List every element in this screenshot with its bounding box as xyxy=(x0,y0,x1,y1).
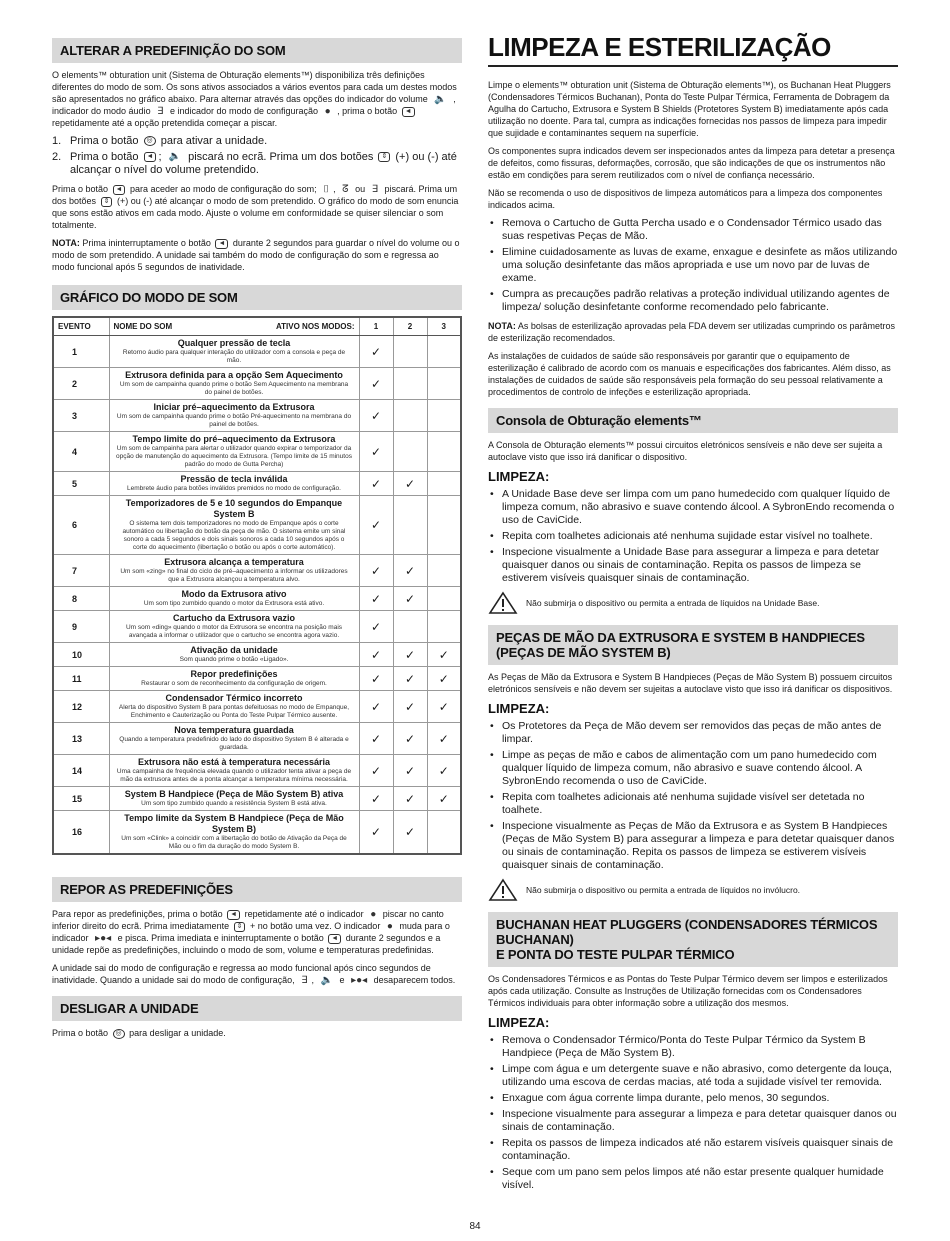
table-row xyxy=(53,787,461,811)
config-dot-icon: ● xyxy=(386,920,393,932)
event-number: 2 xyxy=(53,368,109,400)
mode-1-check: ✓ xyxy=(359,723,393,755)
mode-1-check: ✓ xyxy=(359,755,393,787)
mode-3-check xyxy=(427,811,461,855)
sound-name: Repor predefinições xyxy=(190,669,278,679)
sound-name: Cartucho da Extrusora vazio xyxy=(172,613,296,623)
event-number: 11 xyxy=(53,667,109,691)
table-row xyxy=(53,691,461,723)
mode-3-check: ✓ xyxy=(427,667,461,691)
event-number: 8 xyxy=(53,587,109,611)
mode-3-check: ✓ xyxy=(427,723,461,755)
sound-name-cell xyxy=(109,691,359,723)
col-mode-2: 2 xyxy=(393,317,427,336)
sound-description: Um som «zing» no final do ciclo de pré–aquecimento a informar os utilizadores que a Extrusora alcançou a temperatura alvo. xyxy=(120,568,348,583)
sound-name-cell xyxy=(109,555,359,587)
mode-button-icon: ◄ xyxy=(227,910,240,920)
warning-icon xyxy=(488,878,518,902)
mode-2-check: ✓ xyxy=(393,723,427,755)
table-header-row xyxy=(53,317,461,336)
sound-name: Qualquer pressão de tecla xyxy=(177,338,291,348)
mode-1-check: ✓ xyxy=(359,496,393,555)
sound-description: Retorno áudio para qualquer interação do utilizador com a consola e peça de mão. xyxy=(122,349,346,364)
table-row xyxy=(53,400,461,432)
event-number: 6 xyxy=(53,496,109,555)
col-event: EVENTO xyxy=(53,317,109,336)
col-mode-1: 1 xyxy=(359,317,393,336)
mode-1-check: ✓ xyxy=(359,691,393,723)
sound-name: Condensador Térmico incorreto xyxy=(165,693,303,703)
mode-3-check: ✓ xyxy=(427,643,461,667)
step-2: 2. Prima o botão ◄ ; 🔈 piscará no ecrã. Prima um dos botões ⇕ (+) ou (-) até alcançar o nível do volume pretendido. xyxy=(52,151,457,176)
list-item: • Limpe com água e um detergente suave e não abrasivo, como detergente da louça, utilizando uma escova de cerdas macias, até toda a sujidade visível ter removida. xyxy=(488,1063,898,1089)
event-number: 7 xyxy=(53,555,109,587)
limpeza-subheading: LIMPEZA: xyxy=(488,701,550,716)
sound-name: Iniciar pré–aquecimento da Extrusora xyxy=(153,402,315,412)
mode-3-check: ✓ xyxy=(427,787,461,811)
section-heading-repor: REPOR AS PREDEFINIÇÕES xyxy=(52,877,462,902)
list-item: • Remova o Condensador Térmico/Ponta do Teste Pulpar Térmico da System B Handpiece (Peça de Mão System B). xyxy=(488,1034,898,1060)
event-number: 16 xyxy=(53,811,109,855)
config-dot-icon: ● xyxy=(370,908,377,920)
sound-description: Um som de campainha para alertar o utilizador quando expirar o temporizador da opção de manutenção do aquecimento da Extrusora. (Tempo limite de 15 minutos padrão do modo de Gutta Percha) xyxy=(116,445,352,468)
table-body xyxy=(53,336,461,855)
up-down-button-icon: ⇕ xyxy=(101,197,113,207)
sound-description: Lembrete áudio para botões inválidos premidos no modo de configuração. xyxy=(127,485,341,492)
sound-name: Tempo limite da System B Handpiece (Peça de Mão System B) xyxy=(124,813,344,834)
sound-description: Restaurar o som de reconhecimento da configuração de origem. xyxy=(141,680,327,687)
volume-icon: 🔈 xyxy=(434,93,447,105)
sound-name-cell xyxy=(109,400,359,432)
sound-name-cell xyxy=(109,723,359,755)
mode-2-check: ✓ xyxy=(393,643,427,667)
pluggers-paragraph: Os Condensadores Térmicos e as Pontas do Teste Pulpar Térmico devem ser limpos e esterilizados após cada utilização. Consulte as Instruções de Utilização fornecidas com os Condensadores Térmicos individuais para obter informação sobre a utilização dos mesmos. xyxy=(488,974,888,1008)
cleaning-intro-4: As instalações de cuidados de saúde são responsáveis por garantir que o equipamento de esterilização é calibrado de acordo com os manuais e especificações dos fabricantes. Além disso, as instalações de cuidados de saúde são responsáveis pela formação do seu pessoal relativamente a procedimentos de controlo de infeções e esterilização apropriada. xyxy=(488,351,891,397)
cleaning-intro-3: Não se recomenda o uso de dispositivos de limpeza automáticos para a limpeza dos componentes indicados acima. xyxy=(488,188,883,210)
limpeza-subheading: LIMPEZA: xyxy=(488,1015,550,1030)
col-name: NOME DO SOM ATIVO NOS MODOS: xyxy=(109,317,359,336)
table-row xyxy=(53,723,461,755)
mode-1-check: ✓ xyxy=(359,432,393,472)
sound-name-cell xyxy=(109,643,359,667)
list-item: • Os Protetores da Peça de Mão devem ser removidos das peças de mão antes de limpar. xyxy=(488,720,898,746)
mode-2-check: ✓ xyxy=(393,472,427,496)
sound-description: Um som tipo zumbido quando a resistência System B está ativa. xyxy=(141,800,327,807)
section-heading-desligar: DESLIGAR A UNIDADE xyxy=(52,996,462,1021)
mode-1-check: ✓ xyxy=(359,472,393,496)
mode-2-check xyxy=(393,336,427,368)
mode-1-check: ✓ xyxy=(359,400,393,432)
sound-description: Som quando prime o botão «Ligado». xyxy=(179,656,289,663)
sound-mode-table xyxy=(52,316,462,855)
sound-name-cell xyxy=(109,587,359,611)
section-heading-pluggers: BUCHANAN HEAT PLUGGERS (CONDENSADORES TÉRMICOS BUCHANAN) E PONTA DO TESTE PULPAR TÉRMICO xyxy=(488,912,898,967)
mode-3-check xyxy=(427,432,461,472)
mode-2-check xyxy=(393,496,427,555)
event-number: 12 xyxy=(53,691,109,723)
mode-3-check: ✓ xyxy=(427,691,461,723)
warning-note: Não submirja o dispositivo ou permita a entrada de líquidos no invólucro. xyxy=(488,878,898,902)
mode-1-check: ✓ xyxy=(359,611,393,643)
sound-name-cell xyxy=(109,368,359,400)
event-number: 4 xyxy=(53,432,109,472)
pluggers-list xyxy=(488,1034,898,1192)
desligar-paragraph: Prima o botão ◎ para desligar a unidade. xyxy=(52,1028,226,1038)
mode-1-check: ✓ xyxy=(359,587,393,611)
sound-name-cell xyxy=(109,432,359,472)
mode-1-check: ✓ xyxy=(359,667,393,691)
sound-name-cell xyxy=(109,755,359,787)
sound-description: Um som de campainha quando prime o botão Sem Aquecimento na membrana do painel de botões. xyxy=(119,381,349,396)
mode-3-check: ✓ xyxy=(427,755,461,787)
intro-paragraph: O elements™ obturation unit (Sistema de Obturação elements™) disponibiliza três definições diferentes do modo de som. Os sons ativos associados a vários eventos para cada um destes modos são apresentados no gráfico abaixo. Para alternar através das opções do indicador do volume 🔈 , indicador do modo áudio ∃ e indicador do modo de configuração ● , prima o botão ◄ repetidamente até a opção pretendida começar a piscar. xyxy=(52,70,457,128)
sound-name: Modo da Extrusora ativo xyxy=(181,589,287,599)
mode-3-check xyxy=(427,336,461,368)
mode-1-check: ✓ xyxy=(359,643,393,667)
reset-arrows-icon: ▸●◂ xyxy=(351,974,368,986)
list-item: • Repita com toalhetes adicionais até nenhuma sujidade visível ser detetada no toalhete. xyxy=(488,791,898,817)
sound-name: Pressão de tecla inválida xyxy=(180,474,288,484)
page-number: 84 xyxy=(469,1221,481,1232)
pecas-list xyxy=(488,720,898,872)
sound-name: Extrusora definida para a opção Sem Aquecimento xyxy=(125,370,343,380)
section-heading-grafico: GRÁFICO DO MODO DE SOM xyxy=(52,285,462,310)
mode-1-check: ✓ xyxy=(359,811,393,855)
table-row xyxy=(53,587,461,611)
event-number: 9 xyxy=(53,611,109,643)
list-item: • Inspecione visualmente para assegurar a limpeza e para detetar quaisquer danos ou sinais de contaminação. xyxy=(488,1108,898,1134)
audio-mode-icon: ∃ xyxy=(157,105,164,117)
table-row xyxy=(53,496,461,555)
mode-1-check: ✓ xyxy=(359,555,393,587)
sound-name-cell xyxy=(109,496,359,555)
warning-note: Não submirja o dispositivo ou permita a entrada de líquidos na Unidade Base. xyxy=(488,591,898,615)
list-item: • Enxague com água corrente limpa durante, pelo menos, 30 segundos. xyxy=(488,1092,898,1105)
mode-button-icon: ◄ xyxy=(402,107,415,117)
consola-paragraph: A Consola de Obturação elements™ possui circuitos eletrónicos sensíveis e não deve ser sujeita a autoclave visto que isso irá danificar o dispositivo. xyxy=(488,440,883,462)
col-mode-3: 3 xyxy=(427,317,461,336)
sound-name: Temporizadores de 5 e 10 segundos do Empanque System B xyxy=(125,498,343,519)
sound-description: Um som «Clink» a coincidir com a libertação do botão de Ativação da Peça de Mão ou o fim da duração do modo System B. xyxy=(121,835,347,850)
mode-1-check: ✓ xyxy=(359,787,393,811)
table-row xyxy=(53,811,461,855)
mode-button-icon: ◄ xyxy=(144,152,157,162)
table-row xyxy=(53,611,461,643)
mode-2-check xyxy=(393,400,427,432)
table-row xyxy=(53,667,461,691)
power-button-icon: ◎ xyxy=(144,136,156,146)
list-item: • Inspecione visualmente as Peças de Mão da Extrusora e as System B Handpieces (Peças de Mão System B) para assegurar a limpeza e para detetar quaisquer danos ou sinais de contaminação. Repita os passos de limpeza se estiverem visíveis quaisquer sinais de contaminação. xyxy=(488,820,898,872)
limpeza-subheading: LIMPEZA: xyxy=(488,469,550,484)
mode-2-check: ✓ xyxy=(393,587,427,611)
event-number: 15 xyxy=(53,787,109,811)
mode-3-icon: ∃ xyxy=(371,183,379,195)
config-dot-icon: ● xyxy=(324,105,331,117)
volume-icon: 🔈 xyxy=(320,974,334,986)
mode-2-check: ✓ xyxy=(393,755,427,787)
event-number: 5 xyxy=(53,472,109,496)
nota-paragraph-right: NOTA: As bolsas de esterilização aprovadas pela FDA devem ser utilizadas cumprindo os parâmetros de esterilização recomendados. xyxy=(488,321,896,343)
cleaning-intro-2: Os componentes supra indicados devem ser inspecionados antes da limpeza para detetar a presença de defeitos, como fissuras, deformações, corrosão, que são indicações de que os instrumentos não estão em condições para serem reutilizados com o nível de confiança necessário. xyxy=(488,146,895,180)
right-column xyxy=(488,32,898,1198)
mode-2-check xyxy=(393,432,427,472)
nota-paragraph: NOTA: Prima ininterruptamente o botão ◄ durante 2 segundos para guardar o nível do volume ou o modo de som pretendido. A unidade sai também do modo de configuração do som e regressa ao modo funcional após 5 segundos de inatividade. xyxy=(52,238,460,272)
sound-description: O sistema tem dois temporizadores no modo de Empanque após o corte automático ou libertação do botão da peça de mão. O sistema emite um sinal sonoro a cada 5 segundos e dois sinais sonoros a cada 10 segundos após o corte do aquecimento (libertação o botão ou após o corte automático). xyxy=(122,520,346,551)
mode-3-check xyxy=(427,555,461,587)
mode-2-check: ✓ xyxy=(393,555,427,587)
table-row xyxy=(53,368,461,400)
mode-2-check: ✓ xyxy=(393,787,427,811)
sound-name-cell xyxy=(109,472,359,496)
repor-paragraph-1: Para repor as predefinições, prima o botão ◄ repetidamente até o indicador ● piscar no canto inferior direito do ecrã. Prima imediatamente ⇕ + no botão uma vez. O indicador ● muda para o indicador ▸●◂ e pisca. Prima imediata e ininterruptamente o botão ◄ durante 2 segundos e a unidade repõe as predefinições, incluindo o modo de som, volume e temperaturas predefinidas. xyxy=(52,908,450,955)
left-column xyxy=(52,38,462,1045)
event-number: 14 xyxy=(53,755,109,787)
power-button-icon: ◎ xyxy=(113,1029,125,1039)
consola-list xyxy=(488,488,898,585)
mode-3-check xyxy=(427,611,461,643)
sound-name-cell xyxy=(109,787,359,811)
sound-name: Extrusora não está à temperatura necessária xyxy=(137,757,331,767)
cleaning-intro-1: Limpe o elements™ obturation unit (Sistema de Obturação elements™), os Buchanan Heat Pluggers (Condensadores Térmicos Buchanan), Ponta do Teste Pulpar Térmica, Ferramenta de Dobragem da Agulha do Cartucho, Extrusora e System B Shields (Protetores System B) imediatamente após cada utilização no doente. Para tal, cumpra as indicações fornecidas nos passos de limpeza para impedir que sujidade e contaminantes sequem na superfície. xyxy=(488,80,891,138)
mode-2-check: ✓ xyxy=(393,691,427,723)
sound-description: Um som «ding» quando o motor da Extrusora se encontra na posição mais avançada a informar o utilizador que o cartucho se encontra agora vazio. xyxy=(125,624,343,639)
step-1: 1. Prima o botão ◎ para ativar a unidade. xyxy=(52,135,268,147)
list-item: • Cumpra as precauções padrão relativas a proteção individual utilizando agentes de limpeza/ solução desinfetante conforme recomendado pelo fabricante. xyxy=(488,288,898,314)
list-item: • Seque com um pano sem pelos limpos até não estar presente qualquer humidade visível. xyxy=(488,1166,898,1192)
section-heading-consola: Consola de Obturação elements™ xyxy=(488,408,898,433)
mode-2-check: ✓ xyxy=(393,811,427,855)
mode-3-check xyxy=(427,496,461,555)
table-row xyxy=(53,555,461,587)
page-title: LIMPEZA E ESTERILIZAÇÃO xyxy=(488,32,898,67)
sound-name: Tempo limite do pré–aquecimento da Extrusora xyxy=(132,434,336,444)
mode-1-icon: ⌷ xyxy=(323,183,330,195)
up-down-button-icon: ⇕ xyxy=(378,152,390,162)
sound-description: Uma campainha de frequência elevada quando o utilizador tenta ativar a peça de mão da extrusora antes de a ponta alcançar a temperatura mínima necessária. xyxy=(116,768,352,783)
precautions-list xyxy=(488,217,898,314)
repor-paragraph-2: A unidade sai do modo de configuração e regressa ao modo funcional após cinco segundos de inatividade. Quando a unidade sai do modo de configuração, ∃ , 🔈 e ▸●◂ desaparecem todos. xyxy=(52,963,456,986)
mode-1-check: ✓ xyxy=(359,368,393,400)
table-row xyxy=(53,643,461,667)
mode-2-check: ✓ xyxy=(393,667,427,691)
table-row xyxy=(53,336,461,368)
sound-name: System B Handpiece (Peça de Mão System B) ativa xyxy=(124,789,344,799)
pecas-paragraph: As Peças de Mão da Extrusora e System B Handpieces (Peças de Mão System B) possuem circuitos eletrónicos sensíveis e não devem ser sujeitas a autoclave visto que isso irá danificar os dispositivos. xyxy=(488,672,893,694)
sound-description: Alerta do dispositivo System B para pontas defeituosas no modo de Empanque, Enchimento e Cauterização ou Ponta do Teste Pulpar Térmico ausente. xyxy=(118,704,350,719)
volume-icon: 🔈 xyxy=(168,151,182,163)
event-number: 1 xyxy=(53,336,109,368)
table-row xyxy=(53,755,461,787)
mode-2-check xyxy=(393,611,427,643)
list-item: • Repita com toalhetes adicionais até nenhuma sujidade estar visível no toalhete. xyxy=(488,530,898,543)
list-item: • Inspecione visualmente a Unidade Base para assegurar a limpeza e para detetar quaisquer danos ou sinais de contaminação. Repita os passos de limpeza se estiverem visíveis quaisquer sinais de contaminação. xyxy=(488,546,898,585)
mode-1-check: ✓ xyxy=(359,336,393,368)
sound-name: Extrusora alcança a temperatura xyxy=(164,557,304,567)
list-item: • Limpe as peças de mão e cabos de alimentação com um pano humedecido com qualquer líquido de limpeza comum, não abrasivo e suave contendo álcool. A SybronEndo recomenda o uso de CaviCide. xyxy=(488,749,898,788)
list-item: • A Unidade Base deve ser limpa com um pano humedecido com qualquer líquido de limpeza comum, não abrasivo e suave contendo álcool. A SybronEndo recomenda o uso de CaviCide. xyxy=(488,488,898,527)
list-item: • Remova o Cartucho de Gutta Percha usado e o Condensador Térmico usado das suas respetivas Peças de Mão. xyxy=(488,217,898,243)
up-down-button-icon: ⇕ xyxy=(234,922,246,932)
mode-paragraph: Prima o botão ◄ para aceder ao modo de configuração do som; ⌷ , ᘔ ou ∃ piscará. Prima um dos botões ⇕ (+) ou (-) até alcançar o modo de som pretendido. O gráfico do modo de som enuncia que sons estão ativos em cada modo. Ajuste o volume em conformidade se quiser silenciar o som totalmente. xyxy=(52,183,459,230)
mode-3-check xyxy=(427,472,461,496)
mode-3-check xyxy=(427,400,461,432)
mode-button-icon: ◄ xyxy=(215,239,228,249)
sound-name: Ativação da unidade xyxy=(190,645,278,655)
sound-description: Um som tipo zumbido quando o motor da Extrusora está ativo. xyxy=(143,600,325,607)
section-heading-alterar: ALTERAR A PREDEFINIÇÃO DO SOM xyxy=(52,38,462,63)
mode-2-check xyxy=(393,368,427,400)
sound-name-cell xyxy=(109,336,359,368)
event-number: 10 xyxy=(53,643,109,667)
mode-2-icon: ᘔ xyxy=(342,183,349,195)
steps-list xyxy=(52,135,462,177)
event-number: 3 xyxy=(53,400,109,432)
sound-name: Nova temperatura guardada xyxy=(174,725,294,735)
mode-3-icon: ∃ xyxy=(301,974,308,986)
mode-3-check xyxy=(427,587,461,611)
event-number: 13 xyxy=(53,723,109,755)
sound-description: Um som de campainha quando prime o botão Pré-aquecimento na membrana do painel de botões. xyxy=(116,413,352,428)
table-row xyxy=(53,472,461,496)
mode-3-check xyxy=(427,368,461,400)
list-item: • Elimine cuidadosamente as luvas de exame, enxague e desinfete as mãos utilizando uma solução desinfetante das mãos apropriada e use um novo par de luvas de exame. xyxy=(488,246,898,285)
sound-name-cell xyxy=(109,611,359,643)
mode-button-icon: ◄ xyxy=(113,185,126,195)
sound-description: Quando a temperatura predefinido do lado do dispositivo System B é alterada e guardada. xyxy=(119,736,349,751)
sound-name-cell xyxy=(109,811,359,855)
section-heading-pecas: PEÇAS DE MÃO DA EXTRUSORA E SYSTEM B HANDPIECES (PEÇAS DE MÃO SYSTEM B) xyxy=(488,625,898,665)
reset-arrows-icon: ▸●◂ xyxy=(95,932,112,944)
list-item: • Repita os passos de limpeza indicados até não estarem visíveis quaisquer sinais de contaminação. xyxy=(488,1137,898,1163)
warning-icon xyxy=(488,591,518,615)
table-row xyxy=(53,432,461,472)
mode-button-icon: ◄ xyxy=(328,934,341,944)
sound-name-cell xyxy=(109,667,359,691)
